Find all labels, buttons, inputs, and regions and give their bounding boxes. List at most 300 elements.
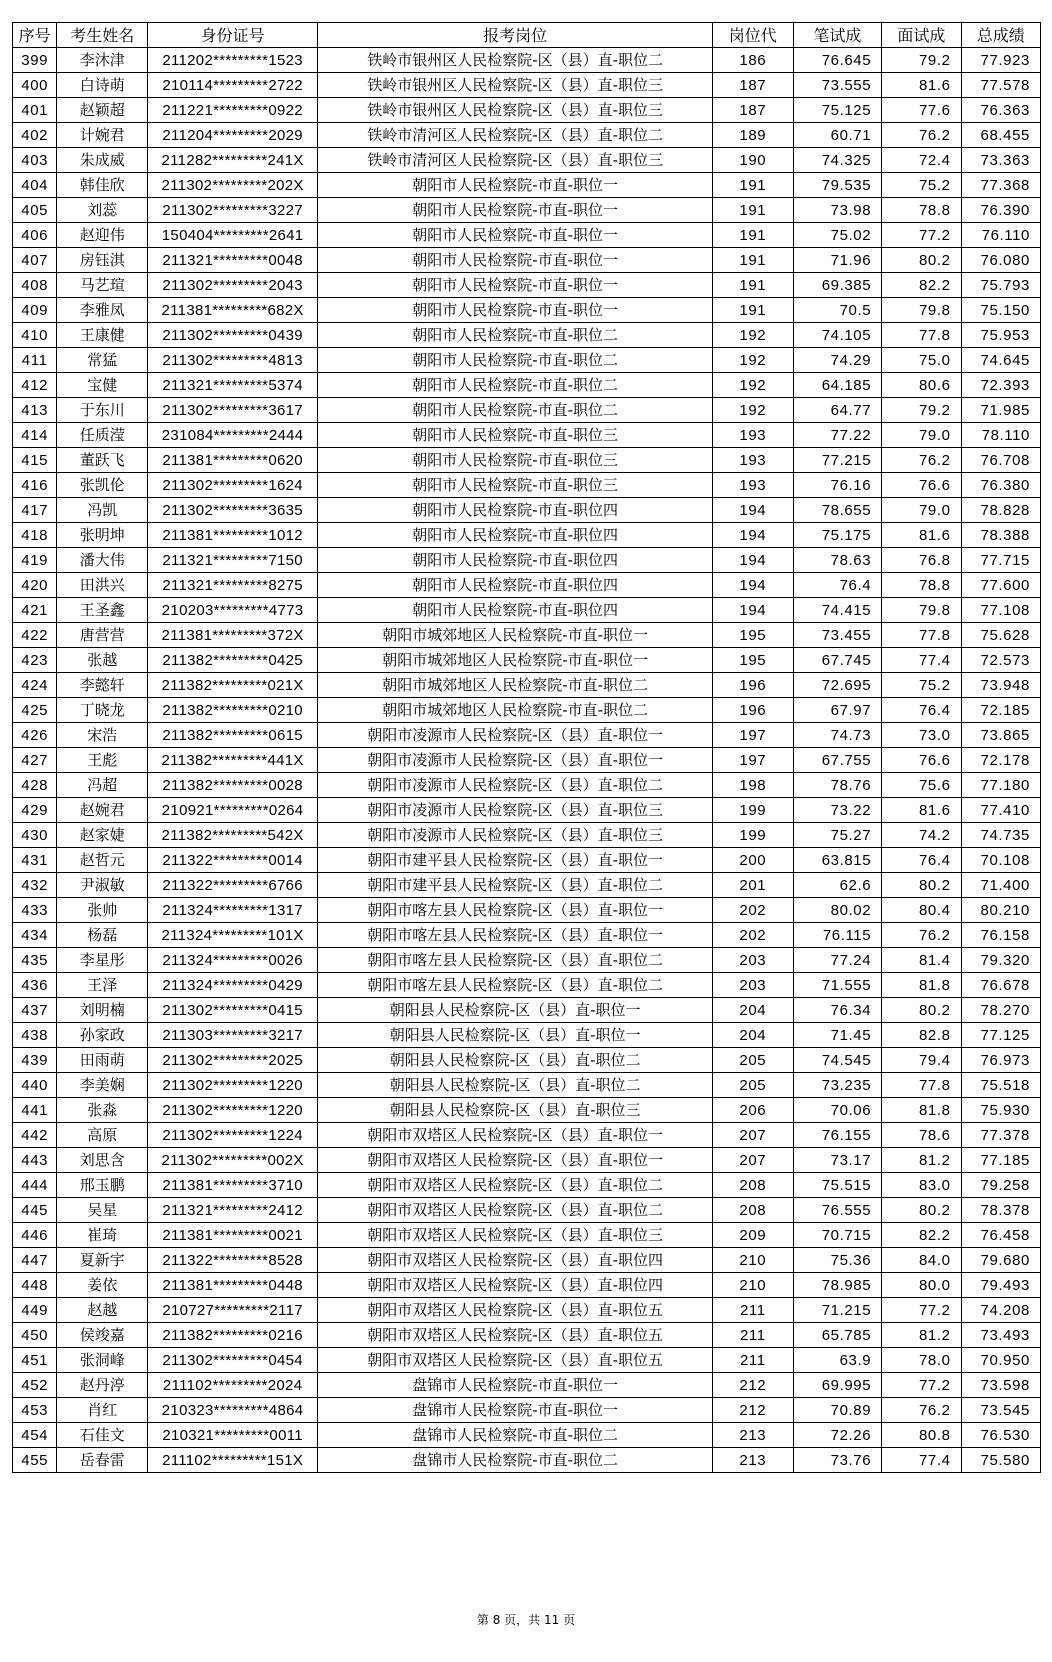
cell-total-score: 76.158: [961, 923, 1040, 948]
cell-id-number: 210323*********4864: [148, 1398, 318, 1423]
table-row: [13, 1373, 1041, 1398]
cell-position: 朝阳市城郊地区人民检察院-市直-职位二: [318, 673, 713, 698]
cell-position-code: 194: [713, 498, 793, 523]
table-row: [13, 923, 1041, 948]
cell-seq: 437: [13, 998, 57, 1023]
cell-interview-score: 76.4: [882, 848, 961, 873]
cell-written-score: 77.215: [793, 448, 882, 473]
cell-total-score: 77.715: [961, 548, 1040, 573]
cell-total-score: 79.680: [961, 1248, 1040, 1273]
cell-name: 邢玉鹏: [57, 1173, 148, 1198]
cell-id-number: 211302*********2043: [148, 273, 318, 298]
cell-written-score: 75.125: [793, 98, 882, 123]
cell-total-score: 75.150: [961, 298, 1040, 323]
cell-written-score: 77.22: [793, 423, 882, 448]
cell-written-score: 67.755: [793, 748, 882, 773]
header-seq: 序号: [13, 23, 57, 48]
cell-written-score: 74.545: [793, 1048, 882, 1073]
cell-seq: 427: [13, 748, 57, 773]
cell-total-score: 73.545: [961, 1398, 1040, 1423]
page-footer: 第 8 页，共 11 页: [476, 1613, 576, 1627]
cell-total-score: 75.793: [961, 273, 1040, 298]
cell-total-score: 78.378: [961, 1198, 1040, 1223]
cell-id-number: 211321*********8275: [148, 573, 318, 598]
cell-position-code: 191: [713, 248, 793, 273]
table-row: [13, 248, 1041, 273]
cell-position: 朝阳市城郊地区人民检察院-市直-职位二: [318, 698, 713, 723]
table-row: [13, 173, 1041, 198]
cell-interview-score: 76.2: [882, 123, 961, 148]
cell-total-score: 72.178: [961, 748, 1040, 773]
cell-interview-score: 84.0: [882, 1248, 961, 1273]
cell-seq: 429: [13, 798, 57, 823]
cell-position: 朝阳市人民检察院-市直-职位一: [318, 198, 713, 223]
cell-seq: 406: [13, 223, 57, 248]
cell-total-score: 76.363: [961, 98, 1040, 123]
cell-total-score: 77.125: [961, 1023, 1040, 1048]
cell-name: 李星彤: [57, 948, 148, 973]
cell-position-code: 191: [713, 173, 793, 198]
table-row: [13, 323, 1041, 348]
cell-position: 朝阳县人民检察院-区（县）直-职位一: [318, 1023, 713, 1048]
cell-interview-score: 83.0: [882, 1173, 961, 1198]
cell-position: 盘锦市人民检察院-市直-职位一: [318, 1373, 713, 1398]
cell-written-score: 74.73: [793, 723, 882, 748]
cell-total-score: 76.973: [961, 1048, 1040, 1073]
cell-written-score: 62.6: [793, 873, 882, 898]
cell-position-code: 196: [713, 698, 793, 723]
cell-id-number: 211381*********3710: [148, 1173, 318, 1198]
cell-position-code: 211: [713, 1298, 793, 1323]
cell-written-score: 65.785: [793, 1323, 882, 1348]
cell-seq: 415: [13, 448, 57, 473]
cell-total-score: 77.185: [961, 1148, 1040, 1173]
cell-seq: 408: [13, 273, 57, 298]
cell-position-code: 208: [713, 1198, 793, 1223]
cell-seq: 417: [13, 498, 57, 523]
cell-interview-score: 81.8: [882, 1098, 961, 1123]
cell-written-score: 73.76: [793, 1448, 882, 1473]
cell-interview-score: 79.2: [882, 398, 961, 423]
cell-position: 朝阳市人民检察院-市直-职位四: [318, 548, 713, 573]
cell-id-number: 211321*********2412: [148, 1198, 318, 1223]
cell-total-score: 76.678: [961, 973, 1040, 998]
cell-interview-score: 80.2: [882, 248, 961, 273]
cell-written-score: 69.995: [793, 1373, 882, 1398]
cell-written-score: 71.45: [793, 1023, 882, 1048]
cell-written-score: 67.745: [793, 648, 882, 673]
cell-name: 房钰淇: [57, 248, 148, 273]
cell-interview-score: 80.2: [882, 998, 961, 1023]
table-row: [13, 373, 1041, 398]
cell-interview-score: 77.8: [882, 1073, 961, 1098]
cell-total-score: 70.108: [961, 848, 1040, 873]
cell-total-score: 76.530: [961, 1423, 1040, 1448]
cell-written-score: 74.105: [793, 323, 882, 348]
cell-position: 朝阳市人民检察院-市直-职位二: [318, 323, 713, 348]
cell-name: 石佳文: [57, 1423, 148, 1448]
cell-seq: 400: [13, 73, 57, 98]
cell-total-score: 73.493: [961, 1323, 1040, 1348]
cell-id-number: 211302*********3617: [148, 398, 318, 423]
cell-interview-score: 76.6: [882, 473, 961, 498]
cell-position: 朝阳县人民检察院-区（县）直-职位一: [318, 998, 713, 1023]
cell-name: 李雅凤: [57, 298, 148, 323]
cell-position-code: 206: [713, 1098, 793, 1123]
table-row: [13, 98, 1041, 123]
cell-total-score: 78.110: [961, 423, 1040, 448]
table-row: [13, 648, 1041, 673]
cell-seq: 431: [13, 848, 57, 873]
cell-id-number: 211322*********8528: [148, 1248, 318, 1273]
cell-written-score: 78.985: [793, 1273, 882, 1298]
cell-interview-score: 79.8: [882, 298, 961, 323]
cell-position: 朝阳市喀左县人民检察院-区（县）直-职位二: [318, 948, 713, 973]
cell-seq: 453: [13, 1398, 57, 1423]
cell-name: 赵哲元: [57, 848, 148, 873]
cell-total-score: 77.108: [961, 598, 1040, 623]
cell-seq: 446: [13, 1223, 57, 1248]
cell-total-score: 73.363: [961, 148, 1040, 173]
cell-name: 李沐津: [57, 48, 148, 73]
cell-seq: 450: [13, 1323, 57, 1348]
cell-id-number: 211324*********1317: [148, 898, 318, 923]
cell-seq: 430: [13, 823, 57, 848]
cell-written-score: 70.06: [793, 1098, 882, 1123]
cell-position: 朝阳市双塔区人民检察院-区（县）直-职位四: [318, 1248, 713, 1273]
cell-interview-score: 79.0: [882, 423, 961, 448]
cell-position: 朝阳市双塔区人民检察院-区（县）直-职位二: [318, 1198, 713, 1223]
cell-position-code: 190: [713, 148, 793, 173]
cell-interview-score: 79.4: [882, 1048, 961, 1073]
cell-written-score: 76.555: [793, 1198, 882, 1223]
cell-position-code: 204: [713, 1023, 793, 1048]
cell-id-number: 211382*********0028: [148, 773, 318, 798]
table-row: [13, 1298, 1041, 1323]
cell-position: 朝阳市双塔区人民检察院-区（县）直-职位二: [318, 1173, 713, 1198]
cell-id-number: 211324*********0026: [148, 948, 318, 973]
cell-position-code: 202: [713, 898, 793, 923]
cell-id-number: 211102*********2024: [148, 1373, 318, 1398]
cell-written-score: 73.235: [793, 1073, 882, 1098]
cell-position-code: 198: [713, 773, 793, 798]
cell-name: 肖红: [57, 1398, 148, 1423]
table-row: [13, 698, 1041, 723]
cell-total-score: 75.953: [961, 323, 1040, 348]
cell-position-code: 199: [713, 823, 793, 848]
cell-position-code: 191: [713, 198, 793, 223]
cell-position: 朝阳县人民检察院-区（县）直-职位二: [318, 1048, 713, 1073]
table-row: [13, 148, 1041, 173]
cell-seq: 405: [13, 198, 57, 223]
header-interview-score: 面试成: [882, 23, 961, 48]
cell-seq: 412: [13, 373, 57, 398]
cell-written-score: 69.385: [793, 273, 882, 298]
cell-name: 张明坤: [57, 523, 148, 548]
cell-seq: 452: [13, 1373, 57, 1398]
cell-id-number: 211382*********0425: [148, 648, 318, 673]
cell-seq: 419: [13, 548, 57, 573]
header-name: 考生姓名: [57, 23, 148, 48]
table-row: [13, 673, 1041, 698]
cell-name: 侯竣嘉: [57, 1323, 148, 1348]
cell-position: 朝阳市人民检察院-市直-职位二: [318, 373, 713, 398]
cell-position: 盘锦市人民检察院-市直-职位二: [318, 1423, 713, 1448]
cell-interview-score: 79.8: [882, 598, 961, 623]
table-row: [13, 998, 1041, 1023]
header-position-code: 岗位代: [713, 23, 793, 48]
cell-total-score: 76.458: [961, 1223, 1040, 1248]
cell-total-score: 77.368: [961, 173, 1040, 198]
cell-total-score: 76.080: [961, 248, 1040, 273]
cell-position-code: 207: [713, 1123, 793, 1148]
cell-name: 赵家婕: [57, 823, 148, 848]
cell-seq: 432: [13, 873, 57, 898]
cell-written-score: 73.22: [793, 798, 882, 823]
cell-name: 岳春雷: [57, 1448, 148, 1473]
table-row: [13, 948, 1041, 973]
table-row: [13, 848, 1041, 873]
cell-total-score: 76.390: [961, 198, 1040, 223]
table-row: [13, 1223, 1041, 1248]
cell-written-score: 74.325: [793, 148, 882, 173]
cell-position: 朝阳市双塔区人民检察院-区（县）直-职位一: [318, 1123, 713, 1148]
cell-position-code: 197: [713, 723, 793, 748]
table-row: [13, 448, 1041, 473]
cell-seq: 440: [13, 1073, 57, 1098]
table-row: [13, 1148, 1041, 1173]
cell-seq: 449: [13, 1298, 57, 1323]
cell-name: 张越: [57, 648, 148, 673]
cell-interview-score: 81.6: [882, 523, 961, 548]
cell-position-code: 193: [713, 423, 793, 448]
cell-name: 田雨萌: [57, 1048, 148, 1073]
cell-name: 赵婉君: [57, 798, 148, 823]
table-row: [13, 1248, 1041, 1273]
table-row: [13, 223, 1041, 248]
cell-name: 潘大伟: [57, 548, 148, 573]
cell-seq: 442: [13, 1123, 57, 1148]
cell-written-score: 76.155: [793, 1123, 882, 1148]
cell-position: 铁岭市清河区人民检察院-区（县）直-职位三: [318, 148, 713, 173]
cell-written-score: 72.695: [793, 673, 882, 698]
cell-name: 王泽: [57, 973, 148, 998]
cell-interview-score: 77.8: [882, 323, 961, 348]
cell-total-score: 68.455: [961, 123, 1040, 148]
table-row: [13, 1448, 1041, 1473]
table-row: [13, 498, 1041, 523]
cell-position: 铁岭市清河区人民检察院-区（县）直-职位二: [318, 123, 713, 148]
cell-seq: 402: [13, 123, 57, 148]
cell-written-score: 78.63: [793, 548, 882, 573]
cell-id-number: 211324*********101X: [148, 923, 318, 948]
cell-written-score: 72.26: [793, 1423, 882, 1448]
cell-seq: 414: [13, 423, 57, 448]
cell-total-score: 77.180: [961, 773, 1040, 798]
cell-seq: 443: [13, 1148, 57, 1173]
cell-seq: 439: [13, 1048, 57, 1073]
cell-name: 张凯伦: [57, 473, 148, 498]
cell-id-number: 211321*********7150: [148, 548, 318, 573]
cell-position-code: 205: [713, 1073, 793, 1098]
cell-interview-score: 81.2: [882, 1148, 961, 1173]
cell-id-number: 211204*********2029: [148, 123, 318, 148]
cell-name: 常猛: [57, 348, 148, 373]
cell-total-score: 77.600: [961, 573, 1040, 598]
cell-written-score: 73.98: [793, 198, 882, 223]
cell-position: 朝阳市人民检察院-市直-职位一: [318, 173, 713, 198]
cell-position-code: 196: [713, 673, 793, 698]
cell-interview-score: 77.2: [882, 223, 961, 248]
table-row: [13, 1323, 1041, 1348]
cell-name: 赵丹渟: [57, 1373, 148, 1398]
cell-name: 姜依: [57, 1273, 148, 1298]
cell-total-score: 78.388: [961, 523, 1040, 548]
cell-total-score: 80.210: [961, 898, 1040, 923]
cell-written-score: 79.535: [793, 173, 882, 198]
cell-position: 朝阳县人民检察院-区（县）直-职位三: [318, 1098, 713, 1123]
cell-interview-score: 81.4: [882, 948, 961, 973]
cell-total-score: 77.410: [961, 798, 1040, 823]
cell-id-number: 211302*********3635: [148, 498, 318, 523]
cell-interview-score: 80.2: [882, 1198, 961, 1223]
cell-position-code: 191: [713, 223, 793, 248]
cell-id-number: 211302*********1224: [148, 1123, 318, 1148]
cell-id-number: 211303*********3217: [148, 1023, 318, 1048]
cell-total-score: 79.258: [961, 1173, 1040, 1198]
cell-seq: 418: [13, 523, 57, 548]
cell-total-score: 73.598: [961, 1373, 1040, 1398]
cell-position-code: 189: [713, 123, 793, 148]
cell-name: 张洞峰: [57, 1348, 148, 1373]
cell-name: 田洪兴: [57, 573, 148, 598]
cell-total-score: 76.380: [961, 473, 1040, 498]
cell-written-score: 75.175: [793, 523, 882, 548]
cell-interview-score: 81.2: [882, 1323, 961, 1348]
cell-id-number: 211322*********6766: [148, 873, 318, 898]
cell-position-code: 194: [713, 573, 793, 598]
cell-seq: 425: [13, 698, 57, 723]
cell-position-code: 209: [713, 1223, 793, 1248]
cell-interview-score: 78.0: [882, 1348, 961, 1373]
cell-written-score: 73.555: [793, 73, 882, 98]
cell-written-score: 71.215: [793, 1298, 882, 1323]
cell-seq: 413: [13, 398, 57, 423]
cell-written-score: 75.515: [793, 1173, 882, 1198]
cell-name: 李懿轩: [57, 673, 148, 698]
cell-id-number: 211321*********0048: [148, 248, 318, 273]
cell-position-code: 191: [713, 298, 793, 323]
cell-interview-score: 76.2: [882, 448, 961, 473]
cell-written-score: 73.455: [793, 623, 882, 648]
cell-interview-score: 77.6: [882, 98, 961, 123]
cell-name: 刘明楠: [57, 998, 148, 1023]
cell-written-score: 67.97: [793, 698, 882, 723]
cell-interview-score: 77.4: [882, 1448, 961, 1473]
cell-position-code: 211: [713, 1348, 793, 1373]
cell-written-score: 78.655: [793, 498, 882, 523]
cell-id-number: 211382*********542X: [148, 823, 318, 848]
table-row: [13, 1198, 1041, 1223]
cell-seq: 416: [13, 473, 57, 498]
cell-position: 朝阳市人民检察院-市直-职位一: [318, 248, 713, 273]
cell-seq: 445: [13, 1198, 57, 1223]
cell-interview-score: 75.0: [882, 348, 961, 373]
cell-interview-score: 76.6: [882, 748, 961, 773]
cell-seq: 433: [13, 898, 57, 923]
cell-total-score: 74.735: [961, 823, 1040, 848]
cell-position-code: 211: [713, 1323, 793, 1348]
cell-position: 朝阳市建平县人民检察院-区（县）直-职位一: [318, 848, 713, 873]
cell-position: 朝阳市凌源市人民检察院-区（县）直-职位一: [318, 748, 713, 773]
table-row: [13, 423, 1041, 448]
cell-interview-score: 82.2: [882, 1223, 961, 1248]
cell-name: 赵越: [57, 1298, 148, 1323]
cell-id-number: 211382*********0615: [148, 723, 318, 748]
table-row: [13, 623, 1041, 648]
cell-seq: 436: [13, 973, 57, 998]
cell-interview-score: 73.0: [882, 723, 961, 748]
cell-position: 朝阳市人民检察院-市直-职位一: [318, 223, 713, 248]
cell-id-number: 211221*********0922: [148, 98, 318, 123]
cell-name: 计婉君: [57, 123, 148, 148]
cell-written-score: 80.02: [793, 898, 882, 923]
table-row: [13, 748, 1041, 773]
table-row: [13, 1123, 1041, 1148]
cell-seq: 444: [13, 1173, 57, 1198]
cell-position-code: 187: [713, 98, 793, 123]
cell-interview-score: 80.8: [882, 1423, 961, 1448]
header-row: [13, 23, 1041, 48]
table-row: [13, 348, 1041, 373]
cell-id-number: 211381*********0021: [148, 1223, 318, 1248]
cell-position-code: 212: [713, 1373, 793, 1398]
cell-interview-score: 80.0: [882, 1273, 961, 1298]
table-row: [13, 898, 1041, 923]
cell-position: 朝阳市人民检察院-市直-职位一: [318, 273, 713, 298]
cell-position: 朝阳市人民检察院-市直-职位一: [318, 298, 713, 323]
cell-total-score: 79.320: [961, 948, 1040, 973]
cell-interview-score: 76.8: [882, 548, 961, 573]
cell-written-score: 63.9: [793, 1348, 882, 1373]
cell-total-score: 74.208: [961, 1298, 1040, 1323]
cell-seq: 441: [13, 1098, 57, 1123]
cell-interview-score: 78.8: [882, 198, 961, 223]
cell-seq: 454: [13, 1423, 57, 1448]
cell-position: 朝阳市喀左县人民检察院-区（县）直-职位一: [318, 923, 713, 948]
cell-name: 王康健: [57, 323, 148, 348]
cell-position: 朝阳市双塔区人民检察院-区（县）直-职位四: [318, 1273, 713, 1298]
cell-position-code: 207: [713, 1148, 793, 1173]
cell-id-number: 211302*********2025: [148, 1048, 318, 1073]
cell-id-number: 210727*********2117: [148, 1298, 318, 1323]
cell-seq: 423: [13, 648, 57, 673]
cell-written-score: 63.815: [793, 848, 882, 873]
cell-seq: 428: [13, 773, 57, 798]
cell-interview-score: 79.2: [882, 48, 961, 73]
cell-position: 朝阳市城郊地区人民检察院-市直-职位一: [318, 623, 713, 648]
cell-name: 王彪: [57, 748, 148, 773]
cell-interview-score: 76.2: [882, 1398, 961, 1423]
cell-written-score: 73.17: [793, 1148, 882, 1173]
cell-name: 冯超: [57, 773, 148, 798]
cell-position: 朝阳市双塔区人民检察院-区（县）直-职位五: [318, 1323, 713, 1348]
cell-interview-score: 76.2: [882, 923, 961, 948]
cell-seq: 451: [13, 1348, 57, 1373]
cell-name: 韩佳欣: [57, 173, 148, 198]
cell-name: 刘思含: [57, 1148, 148, 1173]
cell-id-number: 211202*********1523: [148, 48, 318, 73]
